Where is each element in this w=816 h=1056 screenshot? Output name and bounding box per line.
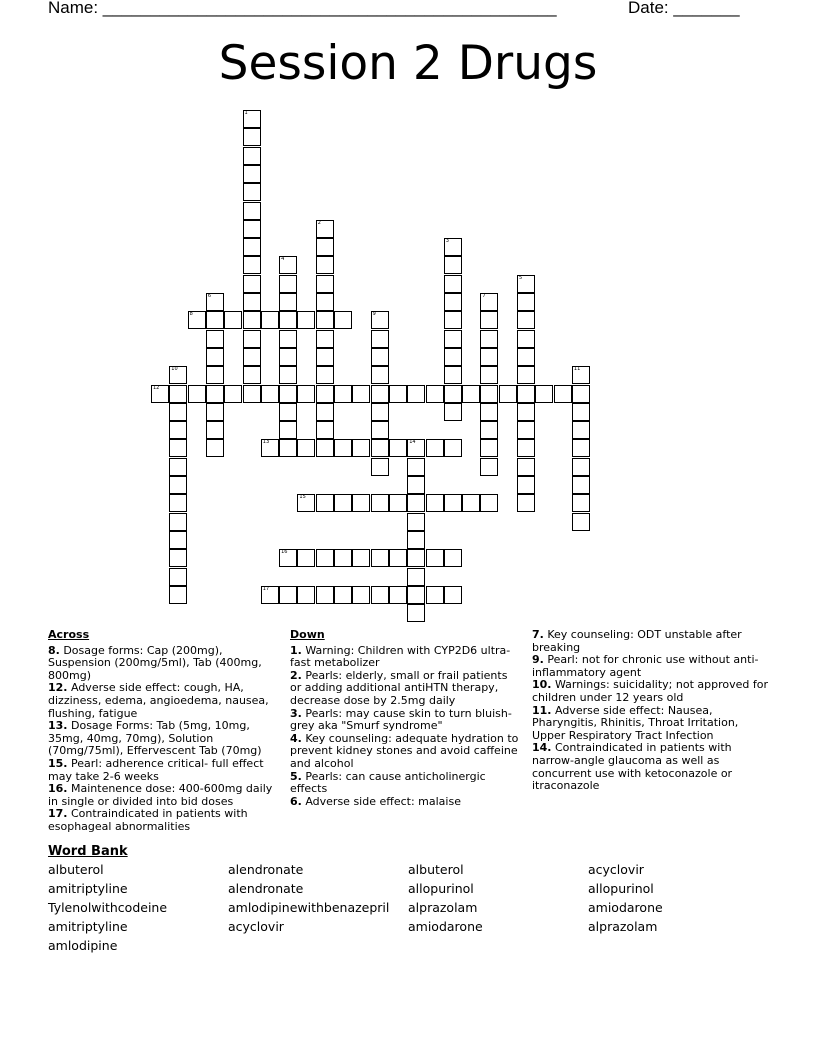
clue	[48, 808, 280, 833]
grid-cell[interactable]	[279, 439, 297, 457]
grid-cell[interactable]	[316, 256, 334, 274]
clue-number: 13	[262, 439, 270, 446]
grid-cell[interactable]	[206, 330, 224, 348]
clue	[48, 783, 280, 808]
grid-cell[interactable]	[316, 586, 334, 604]
clue-number-label: 11.	[532, 703, 552, 717]
word-bank-item: amlodipinewithbenazepril	[228, 900, 390, 915]
clue-number: 16	[281, 549, 288, 556]
grid-cell[interactable]	[243, 311, 261, 329]
grid-cell[interactable]	[499, 385, 517, 403]
grid-cell[interactable]	[444, 256, 462, 274]
clue-number-label: 3.	[290, 706, 302, 720]
grid-cell[interactable]	[572, 403, 590, 421]
clue-text: Adverse side effect: malaise	[301, 794, 461, 808]
clue	[48, 682, 280, 720]
word-bank-item: Tylenolwithcodeine	[48, 900, 168, 915]
clue-number: 1	[244, 110, 248, 116]
grid-cell[interactable]	[279, 275, 297, 293]
grid-cell[interactable]	[334, 311, 352, 329]
word-bank-item: albuterol	[48, 862, 104, 877]
grid-cell[interactable]	[371, 586, 389, 604]
grid-cell[interactable]	[206, 439, 224, 457]
grid-cell[interactable]	[169, 421, 187, 439]
grid-cell[interactable]	[261, 439, 279, 457]
grid-cell[interactable]	[444, 275, 462, 293]
clue	[532, 654, 768, 679]
grid-cell[interactable]	[517, 403, 535, 421]
grid-cell[interactable]	[297, 311, 315, 329]
grid-cell[interactable]	[352, 494, 370, 512]
grid-cell[interactable]	[517, 275, 535, 293]
grid-cell[interactable]	[572, 439, 590, 457]
clue-number-label: 4.	[290, 731, 302, 745]
grid-cell[interactable]	[279, 366, 297, 384]
grid-cell[interactable]	[480, 458, 498, 476]
grid-cell[interactable]	[517, 476, 535, 494]
clue-text: Pearls: may cause skin to turn bluish-grey aka "Smurf syndrome"	[290, 706, 512, 733]
grid-cell[interactable]	[297, 549, 315, 567]
grid-cell[interactable]	[334, 586, 352, 604]
grid-cell[interactable]	[316, 403, 334, 421]
grid-cell[interactable]	[517, 458, 535, 476]
grid-cell[interactable]	[407, 531, 425, 549]
grid-cell[interactable]	[407, 549, 425, 567]
grid-cell[interactable]	[243, 238, 261, 256]
grid-cell[interactable]	[243, 110, 261, 128]
clue-number-label: 13.	[48, 719, 68, 733]
clue-text: Adverse side effect: cough, HA, dizziness, edema, angioedema, nausea, flushing, fatigue	[48, 681, 269, 720]
clue-text: Pearl: adherence critical- full effect may take 2-6 weeks	[48, 756, 264, 783]
grid-cell[interactable]	[407, 513, 425, 531]
grid-cell[interactable]	[407, 494, 425, 512]
grid-cell[interactable]	[480, 403, 498, 421]
clue-number-label: 15.	[48, 756, 68, 770]
grid-cell[interactable]	[444, 439, 462, 457]
word-bank-item: alprazolam	[588, 919, 658, 934]
clue-text: Pearls: elderly, small or frail patients or adding additional antiHTN therapy, decrease dose by 2.5mg daily	[290, 668, 508, 707]
header	[48, 0, 748, 20]
clue-text: Dosage forms: Cap (200mg), Suspension (200mg/5ml), Tab (400mg, 800mg)	[48, 643, 262, 682]
clue-number-label: 17.	[48, 807, 68, 821]
grid-cell[interactable]	[243, 183, 261, 201]
clue	[290, 670, 520, 708]
clue	[532, 742, 768, 792]
grid-cell[interactable]	[316, 439, 334, 457]
grid-cell[interactable]	[316, 494, 334, 512]
grid-cell[interactable]	[206, 403, 224, 421]
grid-cell[interactable]	[371, 311, 389, 329]
grid-cell[interactable]	[297, 494, 315, 512]
grid-cell[interactable]	[334, 439, 352, 457]
grid-cell[interactable]	[316, 293, 334, 311]
grid-cell[interactable]	[535, 385, 553, 403]
grid-cell[interactable]	[206, 293, 224, 311]
grid-cell[interactable]	[389, 439, 407, 457]
grid-cell[interactable]	[389, 586, 407, 604]
word-bank-item: allopurinol	[588, 881, 654, 896]
grid-cell[interactable]	[480, 311, 498, 329]
grid-cell[interactable]	[371, 549, 389, 567]
clue-number-label: 5.	[290, 769, 302, 783]
clue-number-label: 10.	[532, 678, 552, 692]
clue-column-2	[290, 629, 520, 808]
grid-cell[interactable]	[169, 531, 187, 549]
grid-cell[interactable]	[480, 348, 498, 366]
grid-cell[interactable]	[444, 293, 462, 311]
grid-cell[interactable]	[572, 421, 590, 439]
grid-cell[interactable]	[572, 385, 590, 403]
grid-cell[interactable]	[316, 421, 334, 439]
grid-cell[interactable]	[279, 311, 297, 329]
grid-cell[interactable]	[389, 494, 407, 512]
grid-cell[interactable]	[169, 439, 187, 457]
grid-cell[interactable]	[407, 458, 425, 476]
grid-cell[interactable]	[426, 439, 444, 457]
clue	[290, 796, 520, 809]
grid-cell[interactable]	[371, 366, 389, 384]
grid-cell[interactable]	[517, 293, 535, 311]
grid-cell[interactable]	[517, 421, 535, 439]
grid-cell[interactable]	[243, 128, 261, 146]
grid-cell[interactable]	[169, 458, 187, 476]
clue-number: 17	[262, 585, 270, 592]
grid-cell[interactable]	[371, 403, 389, 421]
word-bank-title: Word Bank	[48, 844, 128, 859]
grid-cell[interactable]	[297, 385, 315, 403]
grid-cell[interactable]	[480, 293, 498, 311]
clue-number: 9	[372, 311, 376, 318]
word-bank-item: acyclovir	[228, 919, 284, 934]
grid-cell[interactable]	[169, 549, 187, 567]
grid-cell[interactable]	[279, 330, 297, 348]
grid-cell[interactable]	[243, 202, 261, 220]
clue-number: 10	[171, 366, 178, 373]
grid-cell[interactable]	[426, 494, 444, 512]
grid-cell[interactable]	[188, 385, 206, 403]
grid-cell[interactable]	[444, 238, 462, 256]
grid-cell[interactable]	[480, 421, 498, 439]
grid-cell[interactable]	[480, 366, 498, 384]
clue-text: Dosage Forms: Tab (5mg, 10mg, 35mg, 40mg, 70mg), Solution (70mg/75ml), Effervescent Tab (70mg)	[48, 719, 262, 758]
grid-cell[interactable]	[206, 366, 224, 384]
grid-cell[interactable]	[243, 220, 261, 238]
grid-cell[interactable]	[407, 586, 425, 604]
clue-number-label: 2.	[290, 668, 302, 682]
clue-column-1	[48, 629, 280, 834]
grid-cell[interactable]	[243, 348, 261, 366]
grid-cell[interactable]	[279, 256, 297, 274]
clue-text: Key counseling: adequate hydration to prevent kidney stones and avoid caffeine and alcohol	[290, 731, 519, 770]
grid-cell[interactable]	[151, 385, 169, 403]
grid-cell[interactable]	[297, 439, 315, 457]
grid-cell[interactable]	[188, 311, 206, 329]
grid-cell[interactable]	[169, 494, 187, 512]
grid-cell[interactable]	[169, 476, 187, 494]
grid-cell[interactable]	[206, 385, 224, 403]
grid-cell[interactable]	[444, 366, 462, 384]
clue	[48, 645, 280, 683]
grid-cell[interactable]	[480, 494, 498, 512]
grid-cell[interactable]	[517, 311, 535, 329]
grid-cell[interactable]	[169, 366, 187, 384]
grid-cell[interactable]	[206, 311, 224, 329]
clue-number: 4	[281, 256, 285, 263]
grid-cell[interactable]	[517, 439, 535, 457]
grid-cell[interactable]	[462, 385, 480, 403]
clue-number-label: 6.	[290, 794, 302, 808]
grid-cell[interactable]	[572, 494, 590, 512]
grid-cell[interactable]	[517, 348, 535, 366]
grid-cell[interactable]	[444, 494, 462, 512]
grid-cell[interactable]	[480, 330, 498, 348]
clue	[48, 720, 280, 758]
clue-number: 6	[207, 293, 212, 299]
clue	[532, 705, 768, 743]
grid-cell[interactable]	[279, 549, 297, 567]
clue-text: Contraindicated in patients with narrow-angle glaucoma as well as concurrent use with ketoconazole or itraconazole	[532, 741, 733, 793]
grid-cell[interactable]	[371, 330, 389, 348]
grid-cell[interactable]	[243, 147, 261, 165]
grid-cell[interactable]	[243, 256, 261, 274]
grid-cell[interactable]	[243, 165, 261, 183]
word-bank-item: amiodarone	[588, 900, 663, 915]
grid-cell[interactable]	[407, 604, 425, 622]
grid-cell[interactable]	[407, 476, 425, 494]
clue	[48, 758, 280, 783]
word-bank-item: alendronate	[228, 881, 304, 896]
grid-cell[interactable]	[371, 494, 389, 512]
grid-cell[interactable]	[407, 439, 425, 457]
clue-number-label: 14.	[532, 741, 552, 755]
clue	[532, 679, 768, 704]
grid-cell[interactable]	[371, 458, 389, 476]
clue-number: 7	[482, 293, 486, 299]
grid-cell[interactable]	[206, 421, 224, 439]
grid-cell[interactable]	[444, 330, 462, 348]
grid-cell[interactable]	[426, 586, 444, 604]
grid-cell[interactable]	[426, 385, 444, 403]
grid-cell[interactable]	[206, 348, 224, 366]
grid-cell[interactable]	[243, 275, 261, 293]
grid-cell[interactable]	[261, 586, 279, 604]
grid-cell[interactable]	[572, 476, 590, 494]
grid-cell[interactable]	[316, 275, 334, 293]
grid-cell[interactable]	[243, 293, 261, 311]
grid-cell[interactable]	[316, 238, 334, 256]
grid-cell[interactable]	[279, 293, 297, 311]
grid-cell[interactable]	[371, 385, 389, 403]
grid-cell[interactable]	[444, 385, 462, 403]
word-bank-item: acyclovir	[588, 862, 644, 877]
grid-cell[interactable]	[297, 586, 315, 604]
grid-cell[interactable]	[444, 348, 462, 366]
grid-cell[interactable]	[572, 513, 590, 531]
across-heading: Across	[48, 628, 90, 641]
clue-number: 15	[299, 494, 306, 501]
word-bank-item: alprazolam	[408, 900, 478, 915]
word-bank-item: amitriptyline	[48, 919, 128, 934]
grid-cell[interactable]	[243, 366, 261, 384]
clue-text: Maintenence dose: 400-600mg daily in single or divided into bid doses	[48, 782, 273, 808]
clue-number: 5	[519, 274, 523, 281]
clue-text: Adverse side effect: Nausea, Pharyngitis, Rhinitis, Throat Irritation, Upper Respiratory Tract Infection	[532, 703, 739, 742]
clue-number-label: 9.	[532, 653, 544, 667]
word-bank-item: albuterol	[408, 862, 464, 877]
clue-text: Key counseling: ODT unstable after breaking	[532, 628, 742, 654]
clue-number: 3	[445, 238, 449, 245]
grid-cell[interactable]	[426, 549, 444, 567]
grid-cell[interactable]	[352, 549, 370, 567]
grid-cell[interactable]	[169, 586, 187, 604]
word-bank-item: amlodipine	[48, 938, 118, 953]
grid-cell[interactable]	[480, 439, 498, 457]
clue-text: Pearl: not for chronic use without anti-inflammatory agent	[532, 653, 759, 679]
grid-cell[interactable]	[169, 568, 187, 586]
grid-cell[interactable]	[169, 513, 187, 531]
clue-number: 14	[409, 439, 416, 446]
grid-cell[interactable]	[279, 421, 297, 439]
clue-number: 11	[573, 366, 581, 373]
grid-cell[interactable]	[169, 385, 187, 403]
grid-cell[interactable]	[572, 366, 590, 384]
grid-cell[interactable]	[389, 385, 407, 403]
clue-number-label: 1.	[290, 643, 302, 657]
grid-cell[interactable]	[334, 549, 352, 567]
grid-cell[interactable]	[517, 494, 535, 512]
grid-cell[interactable]	[224, 311, 242, 329]
grid-cell[interactable]	[334, 494, 352, 512]
grid-cell[interactable]	[352, 439, 370, 457]
grid-cell[interactable]	[517, 366, 535, 384]
clue	[290, 771, 520, 796]
word-bank-item: alendronate	[228, 862, 304, 877]
grid-cell[interactable]	[480, 385, 498, 403]
grid-cell[interactable]	[572, 458, 590, 476]
grid-cell[interactable]	[316, 366, 334, 384]
grid-cell[interactable]	[316, 220, 334, 238]
grid-cell[interactable]	[462, 494, 480, 512]
date-field[interactable]: Date: _______	[628, 0, 740, 17]
grid-cell[interactable]	[517, 385, 535, 403]
clue-number-label: 12.	[48, 681, 68, 695]
grid-cell[interactable]	[279, 348, 297, 366]
grid-cell[interactable]	[407, 568, 425, 586]
clue-number-label: 16.	[48, 782, 68, 796]
grid-cell[interactable]	[243, 330, 261, 348]
grid-cell[interactable]	[554, 385, 572, 403]
grid-cell[interactable]	[169, 403, 187, 421]
clue-number: 12	[153, 384, 160, 391]
grid-cell[interactable]	[316, 348, 334, 366]
clue-text: Pearls: can cause anticholinergic effects	[290, 769, 486, 796]
grid-cell[interactable]	[334, 385, 352, 403]
grid-cell[interactable]	[407, 385, 425, 403]
grid-cell[interactable]	[316, 549, 334, 567]
word-bank-item: allopurinol	[408, 881, 474, 896]
grid-cell[interactable]	[444, 549, 462, 567]
clue	[290, 708, 520, 733]
grid-cell[interactable]	[279, 403, 297, 421]
clue-text: Warnings: suicidality; not approved for children under 12 years old	[532, 678, 768, 704]
clue-text: Warning: Children with CYP2D6 ultra-fast metabolizer	[290, 643, 511, 670]
grid-cell[interactable]	[444, 586, 462, 604]
clue-number: 8	[189, 311, 193, 318]
grid-cell[interactable]	[352, 385, 370, 403]
grid-cell[interactable]	[371, 439, 389, 457]
grid-cell[interactable]	[261, 385, 279, 403]
grid-cell[interactable]	[243, 385, 261, 403]
grid-cell[interactable]	[389, 549, 407, 567]
grid-cell[interactable]	[517, 330, 535, 348]
grid-cell[interactable]	[279, 586, 297, 604]
clue	[532, 629, 768, 654]
clue-text: Contraindicated in patients with esophageal abnormalities	[48, 807, 248, 833]
page-title: Session 2 Drugs	[218, 36, 598, 91]
grid-cell[interactable]	[279, 385, 297, 403]
grid-cell[interactable]	[371, 421, 389, 439]
grid-cell[interactable]	[444, 403, 462, 421]
grid-cell[interactable]	[352, 586, 370, 604]
clue-number: 2	[317, 219, 321, 226]
grid-cell[interactable]	[224, 385, 242, 403]
clue	[290, 733, 520, 771]
down-heading: Down	[290, 628, 325, 641]
clue	[290, 645, 520, 670]
word-bank-item: amiodarone	[408, 919, 483, 934]
grid-cell[interactable]	[316, 311, 334, 329]
word-bank-item: amitriptyline	[48, 881, 128, 896]
grid-cell[interactable]	[316, 385, 334, 403]
grid-cell[interactable]	[444, 311, 462, 329]
grid-cell[interactable]	[371, 348, 389, 366]
clue-column-3	[532, 629, 768, 793]
name-field[interactable]: Name: ________________________________________________	[48, 0, 557, 17]
grid-cell[interactable]	[316, 330, 334, 348]
clue-number-label: 8.	[48, 643, 60, 657]
clue-number-label: 7.	[532, 628, 544, 641]
grid-cell[interactable]	[261, 311, 279, 329]
